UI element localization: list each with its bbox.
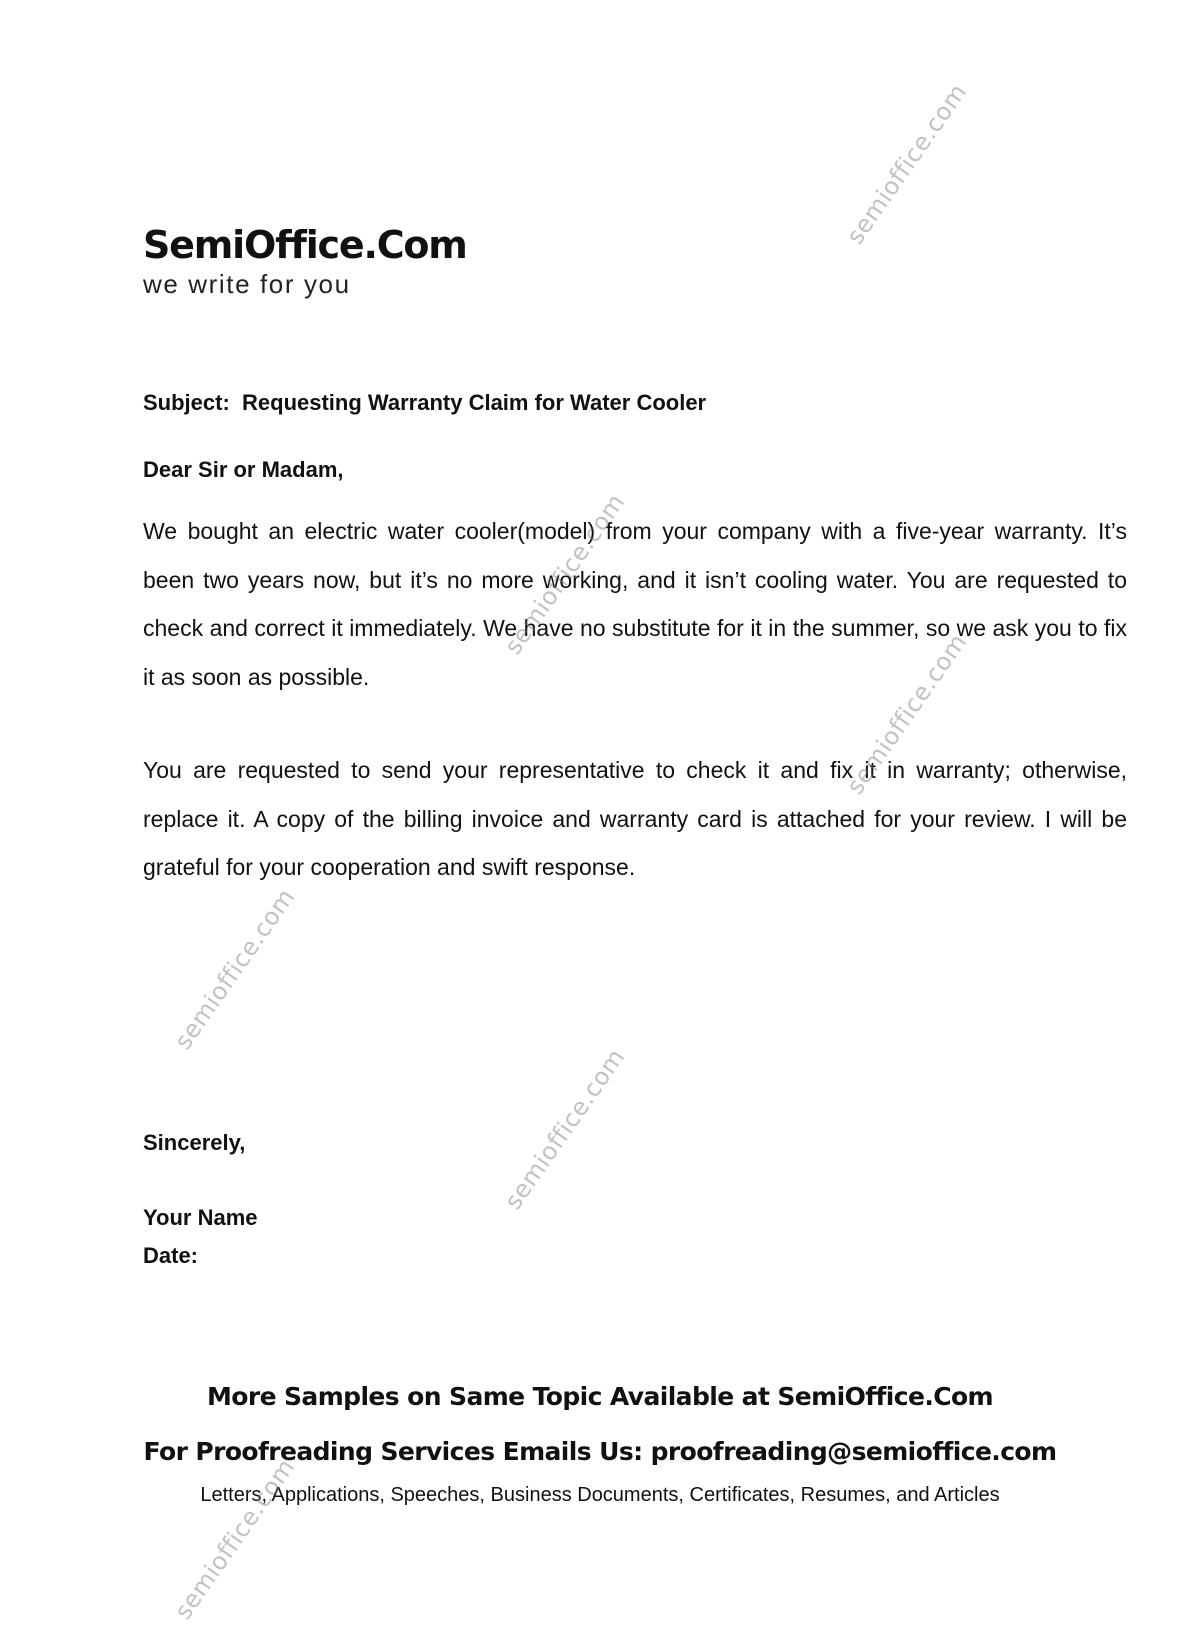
brand-tagline: we write for you xyxy=(143,269,351,299)
letter-subject: Subject: Requesting Warranty Claim for Water Cooler xyxy=(143,390,707,415)
watermark: semioffice.com xyxy=(840,628,973,800)
footer-categories: Letters, Applications, Speeches, Business Documents, Certificates, Resumes, and Articles xyxy=(200,1484,1000,1506)
watermark: semioffice.com xyxy=(168,883,301,1055)
signature-date: Date: xyxy=(143,1243,199,1268)
watermark: semioffice.com xyxy=(168,1453,301,1625)
watermark: semioffice.com xyxy=(498,1043,631,1215)
footer-proofreading: For Proofreading Services Emails Us: proofreading@semioffice.com xyxy=(143,1437,1057,1466)
letter-closing: Sincerely, xyxy=(143,1130,246,1155)
letter-paragraph: We bought an electric water cooler(model) from your company with a five-year warranty. It’s been two years now, but it’s no more working, and it isn’t cooling water. You are requested to check and correct it immediately. We have no substitute for it in the summer, so we ask you to fix it as soon as possible. xyxy=(143,518,1127,690)
watermark: semioffice.com xyxy=(840,78,973,250)
brand-header xyxy=(143,223,467,299)
footer-more-samples: More Samples on Same Topic Available at SemiOffice.Com xyxy=(206,1382,993,1411)
signature-name: Your Name xyxy=(143,1205,258,1230)
watermark: semioffice.com xyxy=(498,488,631,660)
letter-paragraph: You are requested to send your representative to check it and fix it in warranty; otherwise, replace it. A copy of the billing invoice and warranty card is attached for your review. I will be grateful for your cooperation and swift response. xyxy=(143,757,1127,880)
brand-name: SemiOffice.Com xyxy=(143,223,467,267)
letter-salutation: Dear Sir or Madam, xyxy=(143,457,344,482)
